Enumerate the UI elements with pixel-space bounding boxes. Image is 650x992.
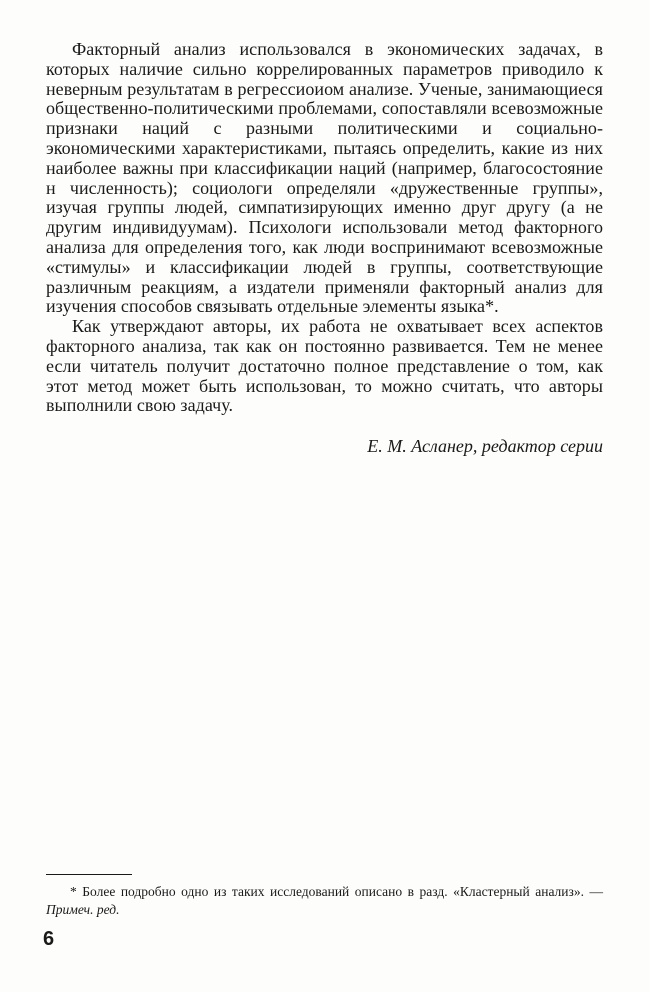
paragraph-1: Факторный анализ использовался в экономических задачах, в которых наличие сильно коррелированных параметров приводило к неверным результатам в регрессиоиом анализе. Ученые, занимающиеся общественно-политическими проблемами, сопоставляли всевозможные признаки наций с разными политическими и социально-экономическими характеристиками, пытаясь определить, какие из них наиболее важны при классификации наций (например, благосостояние н численность); социологи определяли «дружественные группы», изучая группы людей, симпатизирующих именно друг другу (а не другим индивидуумам). Психологи использовали метод факторного анализа для определения того, как люди воспринимают всевозможные «стимулы» и классификации людей в группы, соответствующие различным реакциям, а издатели применяли факторный анализ для изучения способов связывать отдельные элементы языка*.	[46, 39, 603, 317]
signature: Е. М. Асланер, редактор серии	[367, 436, 603, 457]
footnote-text: * Более подробно одно из таких исследований описано в разд. «Кластерный анализ». —	[70, 884, 603, 899]
footnote-divider	[46, 874, 132, 875]
page-body	[46, 40, 603, 457]
footnote-editor-note: Примеч. ред.	[46, 902, 120, 917]
paragraph-2: Как утверждают авторы, их работа не охватывает всех аспектов факторного анализа, так как он постоянно развивается. Тем не менее если читатель получит достаточно полное представление о том, как этот метод может быть использован, то можно считать, что авторы выполнили свою задачу.	[46, 316, 603, 416]
page-number: 6	[43, 928, 55, 950]
footnote	[46, 883, 603, 919]
